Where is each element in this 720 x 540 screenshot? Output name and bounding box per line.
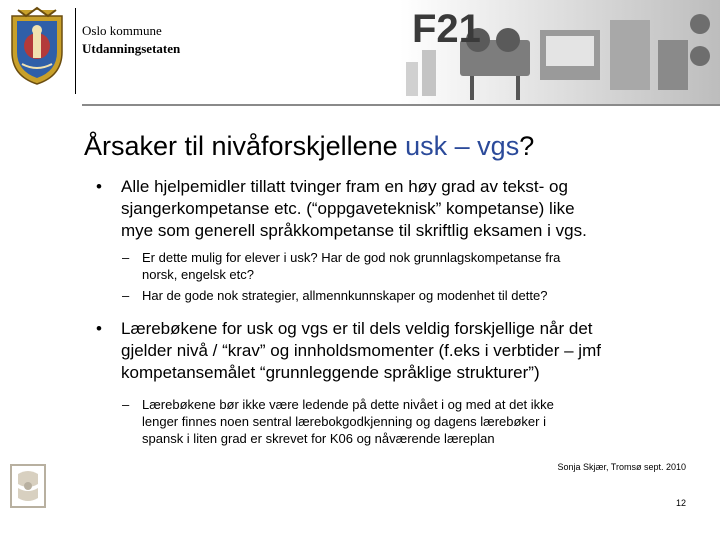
banner-logo-text: F21 [412,7,481,51]
oslo-kommune-logo-icon [10,464,46,508]
bullet-item [96,318,696,384]
sub-bullet-line: lenger finnes noen sentral lærebokgodkjenning og dagens lærebøker i [142,414,546,429]
header-divider [75,8,76,94]
bullet-line: sjangerkompetanse etc. (“oppgaveteknisk” kompetanse) like [121,199,575,218]
bullet-icon: • [96,319,102,338]
slide-body [96,176,696,447]
dash-icon: – [122,288,130,303]
sub-bullet-line: Lærebøkene bør ikke være ledende på dette nivået i og med at det ikke [142,397,554,412]
org-line-2: Utdanningsetaten [82,41,181,56]
slide-title [84,128,534,164]
sub-bullet-line: Har de gode nok strategier, allmennkunnskaper og modenhet til dette? [142,288,548,303]
bullet-line: Lærebøkene for usk og vgs er til dels veldig forskjellige når det [121,319,593,338]
title-highlight: usk – vgs [405,131,520,161]
header-rule [82,104,720,106]
sub-bullet-item [96,249,696,283]
author-footer: Sonja Skjær, Tromsø sept. 2010 [557,462,686,472]
sub-bullet-line: Er dette mulig for elever i usk? Har de god nok grunnlagskompetanse fra [142,250,561,265]
bullet-icon: • [96,177,102,196]
sub-bullet-line: norsk, engelsk etc? [142,267,255,282]
bullet-line: Alle hjelpemidler tillatt tvinger fram en høy grad av tekst- og [121,177,568,196]
sub-bullet-item [96,287,696,304]
dash-icon: – [122,397,130,412]
bullet-line: kompetansemålet “grunnleggende språklige strukturer”) [121,363,540,382]
title-text: Årsaker til nivåforskjellene [84,131,406,161]
bullet-line: mye som generell språkkompetanse til skriftlig eksamen i vgs. [121,221,587,240]
organization-name [82,22,180,58]
dash-icon: – [122,250,130,265]
bullet-line: gjelder nivå / “krav” og innholdsmomenter (f.eks i verbtider – jmf [121,341,601,360]
bullet-item [96,176,696,242]
oslo-coat-of-arms-icon [8,6,66,86]
org-line-1: Oslo kommune [82,23,162,38]
page-number: 12 [675,498,686,508]
sub-bullet-line: spansk i liten grad er skrevet for K06 og nåværende læreplan [142,431,495,446]
film-equipment-banner [400,0,720,104]
title-question-mark: ? [519,131,535,161]
sub-bullet-item [96,396,696,447]
